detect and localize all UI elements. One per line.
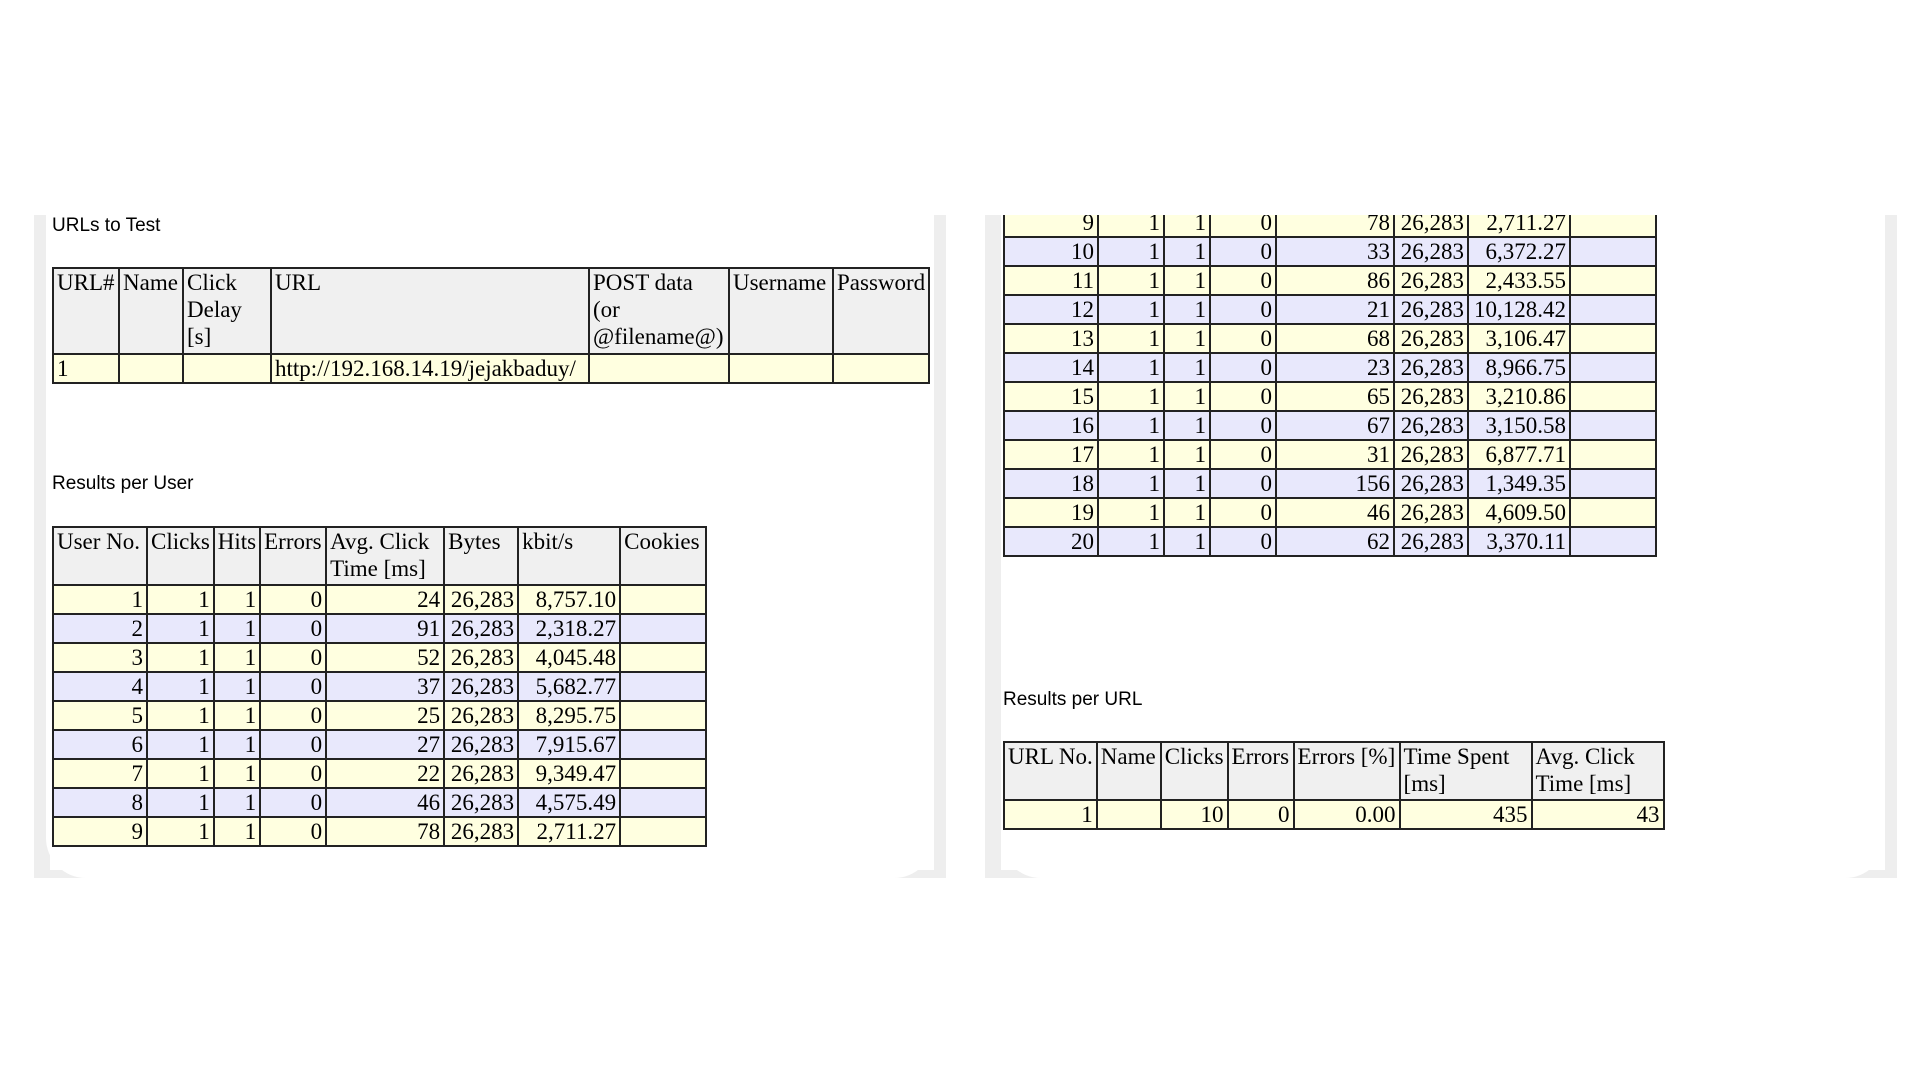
kbits-cell: 2,711.27 — [1468, 215, 1570, 237]
hits-cell: 1 — [214, 817, 260, 846]
col-click-delay: Click Delay [s] — [183, 268, 271, 354]
table-row — [1004, 527, 1656, 556]
errors-cell: 0 — [260, 730, 326, 759]
urls-to-test-heading: URLs to Test — [52, 215, 161, 236]
cookies-cell — [1570, 295, 1656, 324]
left-page — [46, 215, 934, 878]
user-no-cell: 5 — [53, 701, 147, 730]
clicks-cell: 1 — [147, 701, 214, 730]
hits-cell: 1 — [1164, 469, 1210, 498]
user-no-cell: 13 — [1004, 324, 1098, 353]
urls-table — [52, 267, 930, 384]
kbits-cell: 1,349.35 — [1468, 469, 1570, 498]
hits-cell: 1 — [214, 614, 260, 643]
hits-cell: 1 — [214, 730, 260, 759]
avg-click-time-cell: 52 — [326, 643, 444, 672]
cookies-cell — [620, 643, 706, 672]
kbits-cell: 9,349.47 — [518, 759, 620, 788]
bytes-cell: 26,283 — [1394, 295, 1468, 324]
bytes-cell: 26,283 — [444, 817, 518, 846]
errors-cell: 0 — [1210, 266, 1276, 295]
table-row — [53, 730, 706, 759]
errors-cell: 0 — [260, 614, 326, 643]
kbits-cell: 8,295.75 — [518, 701, 620, 730]
errors-cell: 0 — [260, 788, 326, 817]
kbits-cell: 4,609.50 — [1468, 498, 1570, 527]
user-no-cell: 4 — [53, 672, 147, 701]
user-no-cell: 11 — [1004, 266, 1098, 295]
table-row — [1004, 353, 1656, 382]
errors-cell: 0 — [1210, 382, 1276, 411]
table-row — [53, 701, 706, 730]
user-no-cell: 20 — [1004, 527, 1098, 556]
col-name: Name — [119, 268, 183, 354]
bytes-cell: 26,283 — [444, 701, 518, 730]
hits-cell: 1 — [1164, 440, 1210, 469]
clicks-cell: 1 — [1098, 411, 1164, 440]
kbits-cell: 2,318.27 — [518, 614, 620, 643]
errors-cell: 0 — [260, 643, 326, 672]
errors-cell: 0 — [1210, 324, 1276, 353]
cookies-cell — [620, 585, 706, 614]
right-page — [1001, 215, 1885, 878]
errors-cell: 0 — [1210, 353, 1276, 382]
cookies-cell — [1570, 237, 1656, 266]
col-kbits: kbit/s — [518, 527, 620, 585]
bytes-cell: 26,283 — [1394, 215, 1468, 237]
errors-cell: 0 — [1210, 527, 1276, 556]
table-row — [53, 643, 706, 672]
user-no-cell: 12 — [1004, 295, 1098, 324]
table-row — [1004, 498, 1656, 527]
clicks-cell: 1 — [1098, 266, 1164, 295]
clicks-cell: 1 — [1098, 215, 1164, 237]
kbits-cell: 3,210.86 — [1468, 382, 1570, 411]
kbits-cell: 7,915.67 — [518, 730, 620, 759]
hits-cell: 1 — [1164, 237, 1210, 266]
table-row — [53, 672, 706, 701]
user-no-cell: 14 — [1004, 353, 1098, 382]
kbits-cell: 4,575.49 — [518, 788, 620, 817]
results-per-user-heading: Results per User — [52, 473, 194, 494]
user-no-cell: 15 — [1004, 382, 1098, 411]
avg-click-time-cell: 78 — [1276, 215, 1394, 237]
clicks-cell: 1 — [147, 672, 214, 701]
cookies-cell — [1570, 215, 1656, 237]
avg-click-time-cell: 25 — [326, 701, 444, 730]
user-no-cell: 18 — [1004, 469, 1098, 498]
table-row — [1004, 324, 1656, 353]
clicks-cell: 1 — [1098, 324, 1164, 353]
bytes-cell: 26,283 — [444, 672, 518, 701]
user-no-cell: 9 — [1004, 215, 1098, 237]
errors-cell: 0 — [1210, 411, 1276, 440]
avg-click-time-cell: 65 — [1276, 382, 1394, 411]
url-errors-pct-cell: 0.00 — [1294, 800, 1400, 829]
hits-cell: 1 — [1164, 382, 1210, 411]
cookies-cell — [620, 672, 706, 701]
url-avg-click-time-cell: 43 — [1532, 800, 1664, 829]
post-data-cell[interactable] — [589, 354, 729, 383]
url-number-cell: 1 — [53, 354, 119, 383]
clicks-cell: 1 — [1098, 295, 1164, 324]
url-no-cell: 1 — [1004, 800, 1097, 829]
col-errors: Errors — [260, 527, 326, 585]
avg-click-time-cell: 27 — [326, 730, 444, 759]
user-table-header — [53, 527, 706, 585]
avg-click-time-cell: 86 — [1276, 266, 1394, 295]
cookies-cell — [1570, 411, 1656, 440]
table-row — [1004, 266, 1656, 295]
kbits-cell: 6,877.71 — [1468, 440, 1570, 469]
hits-cell: 1 — [214, 643, 260, 672]
clicks-cell: 1 — [1098, 527, 1164, 556]
clicks-cell: 1 — [147, 730, 214, 759]
clicks-cell: 1 — [147, 788, 214, 817]
bytes-cell: 26,283 — [444, 585, 518, 614]
bytes-cell: 26,283 — [444, 614, 518, 643]
bytes-cell: 26,283 — [1394, 411, 1468, 440]
avg-click-time-cell: 68 — [1276, 324, 1394, 353]
kbits-cell: 8,757.10 — [518, 585, 620, 614]
col-url-clicks: Clicks — [1161, 742, 1228, 800]
errors-cell: 0 — [1210, 498, 1276, 527]
clicks-cell: 1 — [147, 614, 214, 643]
errors-cell: 0 — [260, 672, 326, 701]
avg-click-time-cell: 37 — [326, 672, 444, 701]
avg-click-time-cell: 91 — [326, 614, 444, 643]
bytes-cell: 26,283 — [1394, 382, 1468, 411]
avg-click-time-cell: 156 — [1276, 469, 1394, 498]
hits-cell: 1 — [214, 759, 260, 788]
avg-click-time-cell: 22 — [326, 759, 444, 788]
col-url-avg-click-time: Avg. Click Time [ms] — [1532, 742, 1664, 800]
cookies-cell — [1570, 353, 1656, 382]
kbits-cell: 10,128.42 — [1468, 295, 1570, 324]
cookies-cell — [620, 730, 706, 759]
kbits-cell: 6,372.27 — [1468, 237, 1570, 266]
bytes-cell: 26,283 — [1394, 353, 1468, 382]
clicks-cell: 1 — [1098, 440, 1164, 469]
table-row — [1004, 469, 1656, 498]
errors-cell: 0 — [1210, 215, 1276, 237]
user-no-cell: 17 — [1004, 440, 1098, 469]
avg-click-time-cell: 62 — [1276, 527, 1394, 556]
col-url-no: URL No. — [1004, 742, 1097, 800]
clicks-cell: 1 — [147, 817, 214, 846]
time-spent-cell: 435 — [1400, 800, 1532, 829]
kbits-cell: 2,433.55 — [1468, 266, 1570, 295]
clicks-cell: 1 — [147, 585, 214, 614]
col-username: Username — [729, 268, 833, 354]
hits-cell: 1 — [214, 701, 260, 730]
avg-click-time-cell: 31 — [1276, 440, 1394, 469]
avg-click-time-cell: 67 — [1276, 411, 1394, 440]
col-avg-click-time: Avg. Click Time [ms] — [326, 527, 444, 585]
url-errors-cell: 0 — [1228, 800, 1294, 829]
bytes-cell: 26,283 — [1394, 469, 1468, 498]
table-row — [53, 788, 706, 817]
clicks-cell: 1 — [1098, 237, 1164, 266]
table-row — [1004, 295, 1656, 324]
errors-cell: 0 — [1210, 469, 1276, 498]
bytes-cell: 26,283 — [1394, 498, 1468, 527]
table-row — [53, 817, 706, 846]
url-row — [53, 354, 929, 383]
col-post-data: POST data (or @filename@) — [589, 268, 729, 354]
cookies-cell — [1570, 440, 1656, 469]
errors-cell: 0 — [260, 817, 326, 846]
hits-cell: 1 — [1164, 498, 1210, 527]
kbits-cell: 3,106.47 — [1468, 324, 1570, 353]
user-no-cell: 1 — [53, 585, 147, 614]
bytes-cell: 26,283 — [1394, 527, 1468, 556]
cookies-cell — [1570, 527, 1656, 556]
url-cell[interactable]: http://192.168.14.19/jejakbaduy/ — [271, 354, 589, 383]
clicks-cell: 1 — [1098, 353, 1164, 382]
user-no-cell: 2 — [53, 614, 147, 643]
avg-click-time-cell: 46 — [1276, 498, 1394, 527]
errors-cell: 0 — [1210, 237, 1276, 266]
bytes-cell: 26,283 — [444, 788, 518, 817]
table-row — [1004, 411, 1656, 440]
col-cookies: Cookies — [620, 527, 706, 585]
bytes-cell: 26,283 — [1394, 237, 1468, 266]
avg-click-time-cell: 24 — [326, 585, 444, 614]
table-row — [53, 759, 706, 788]
col-url-number: URL# — [53, 268, 119, 354]
hits-cell: 1 — [1164, 266, 1210, 295]
errors-cell: 0 — [260, 701, 326, 730]
hits-cell: 1 — [1164, 295, 1210, 324]
cookies-cell — [1570, 266, 1656, 295]
user-no-cell: 19 — [1004, 498, 1098, 527]
bytes-cell: 26,283 — [1394, 324, 1468, 353]
url-clicks-cell: 10 — [1161, 800, 1228, 829]
cookies-cell — [620, 614, 706, 643]
kbits-cell: 4,045.48 — [518, 643, 620, 672]
col-time-spent: Time Spent [ms] — [1400, 742, 1532, 800]
bytes-cell: 26,283 — [1394, 440, 1468, 469]
col-password: Password — [833, 268, 929, 354]
cookies-cell — [1570, 469, 1656, 498]
table-row — [1004, 382, 1656, 411]
name-cell[interactable] — [119, 354, 183, 383]
table-row — [1004, 215, 1656, 237]
errors-cell: 0 — [260, 585, 326, 614]
password-cell[interactable] — [833, 354, 929, 383]
col-url-errors: Errors — [1228, 742, 1294, 800]
user-no-cell: 3 — [53, 643, 147, 672]
clicks-cell: 1 — [147, 643, 214, 672]
user-no-cell: 6 — [53, 730, 147, 759]
hits-cell: 1 — [1164, 411, 1210, 440]
col-user-no: User No. — [53, 527, 147, 585]
cookies-cell — [1570, 324, 1656, 353]
table-row — [1004, 440, 1656, 469]
table-row — [1004, 237, 1656, 266]
errors-cell: 0 — [1210, 295, 1276, 324]
url-results-header — [1004, 742, 1664, 800]
click-delay-cell[interactable] — [183, 354, 271, 383]
cookies-cell — [620, 701, 706, 730]
clicks-cell: 1 — [1098, 498, 1164, 527]
kbits-cell: 5,682.77 — [518, 672, 620, 701]
errors-cell: 0 — [260, 759, 326, 788]
results-per-user-table — [52, 526, 707, 847]
hits-cell: 1 — [214, 788, 260, 817]
cookies-cell — [620, 759, 706, 788]
hits-cell: 1 — [214, 672, 260, 701]
hits-cell: 1 — [1164, 353, 1210, 382]
hits-cell: 1 — [214, 585, 260, 614]
col-bytes: Bytes — [444, 527, 518, 585]
avg-click-time-cell: 46 — [326, 788, 444, 817]
cookies-cell — [620, 788, 706, 817]
col-url: URL — [271, 268, 589, 354]
clicks-cell: 1 — [147, 759, 214, 788]
bytes-cell: 26,283 — [444, 759, 518, 788]
col-url-errors-pct: Errors [%] — [1294, 742, 1400, 800]
avg-click-time-cell: 23 — [1276, 353, 1394, 382]
right-panel-right-edge — [1885, 215, 1897, 878]
col-clicks: Clicks — [147, 527, 214, 585]
user-no-cell: 9 — [53, 817, 147, 846]
table-row — [53, 614, 706, 643]
avg-click-time-cell: 33 — [1276, 237, 1394, 266]
url-name-cell — [1097, 800, 1161, 829]
errors-cell: 0 — [1210, 440, 1276, 469]
cookies-cell — [1570, 498, 1656, 527]
results-per-url-heading: Results per URL — [1003, 689, 1143, 710]
hits-cell: 1 — [1164, 324, 1210, 353]
avg-click-time-cell: 21 — [1276, 295, 1394, 324]
results-per-url-table — [1003, 741, 1665, 830]
username-cell[interactable] — [729, 354, 833, 383]
cookies-cell — [1570, 382, 1656, 411]
user-no-cell: 10 — [1004, 237, 1098, 266]
user-no-cell: 8 — [53, 788, 147, 817]
avg-click-time-cell: 78 — [326, 817, 444, 846]
kbits-cell: 8,966.75 — [1468, 353, 1570, 382]
left-panel-right-edge — [934, 215, 946, 878]
results-per-user-table-continued — [1003, 215, 1657, 557]
kbits-cell: 2,711.27 — [518, 817, 620, 846]
col-url-name: Name — [1097, 742, 1161, 800]
clicks-cell: 1 — [1098, 382, 1164, 411]
hits-cell: 1 — [1164, 215, 1210, 237]
cookies-cell — [620, 817, 706, 846]
urls-table-header — [53, 268, 929, 354]
right-panel-edge — [985, 215, 1001, 878]
hits-cell: 1 — [1164, 527, 1210, 556]
table-row — [53, 585, 706, 614]
user-no-cell: 16 — [1004, 411, 1098, 440]
kbits-cell: 3,150.58 — [1468, 411, 1570, 440]
url-results-row — [1004, 800, 1664, 829]
bytes-cell: 26,283 — [444, 643, 518, 672]
col-hits: Hits — [214, 527, 260, 585]
kbits-cell: 3,370.11 — [1468, 527, 1570, 556]
bytes-cell: 26,283 — [444, 730, 518, 759]
user-no-cell: 7 — [53, 759, 147, 788]
bytes-cell: 26,283 — [1394, 266, 1468, 295]
clicks-cell: 1 — [1098, 469, 1164, 498]
